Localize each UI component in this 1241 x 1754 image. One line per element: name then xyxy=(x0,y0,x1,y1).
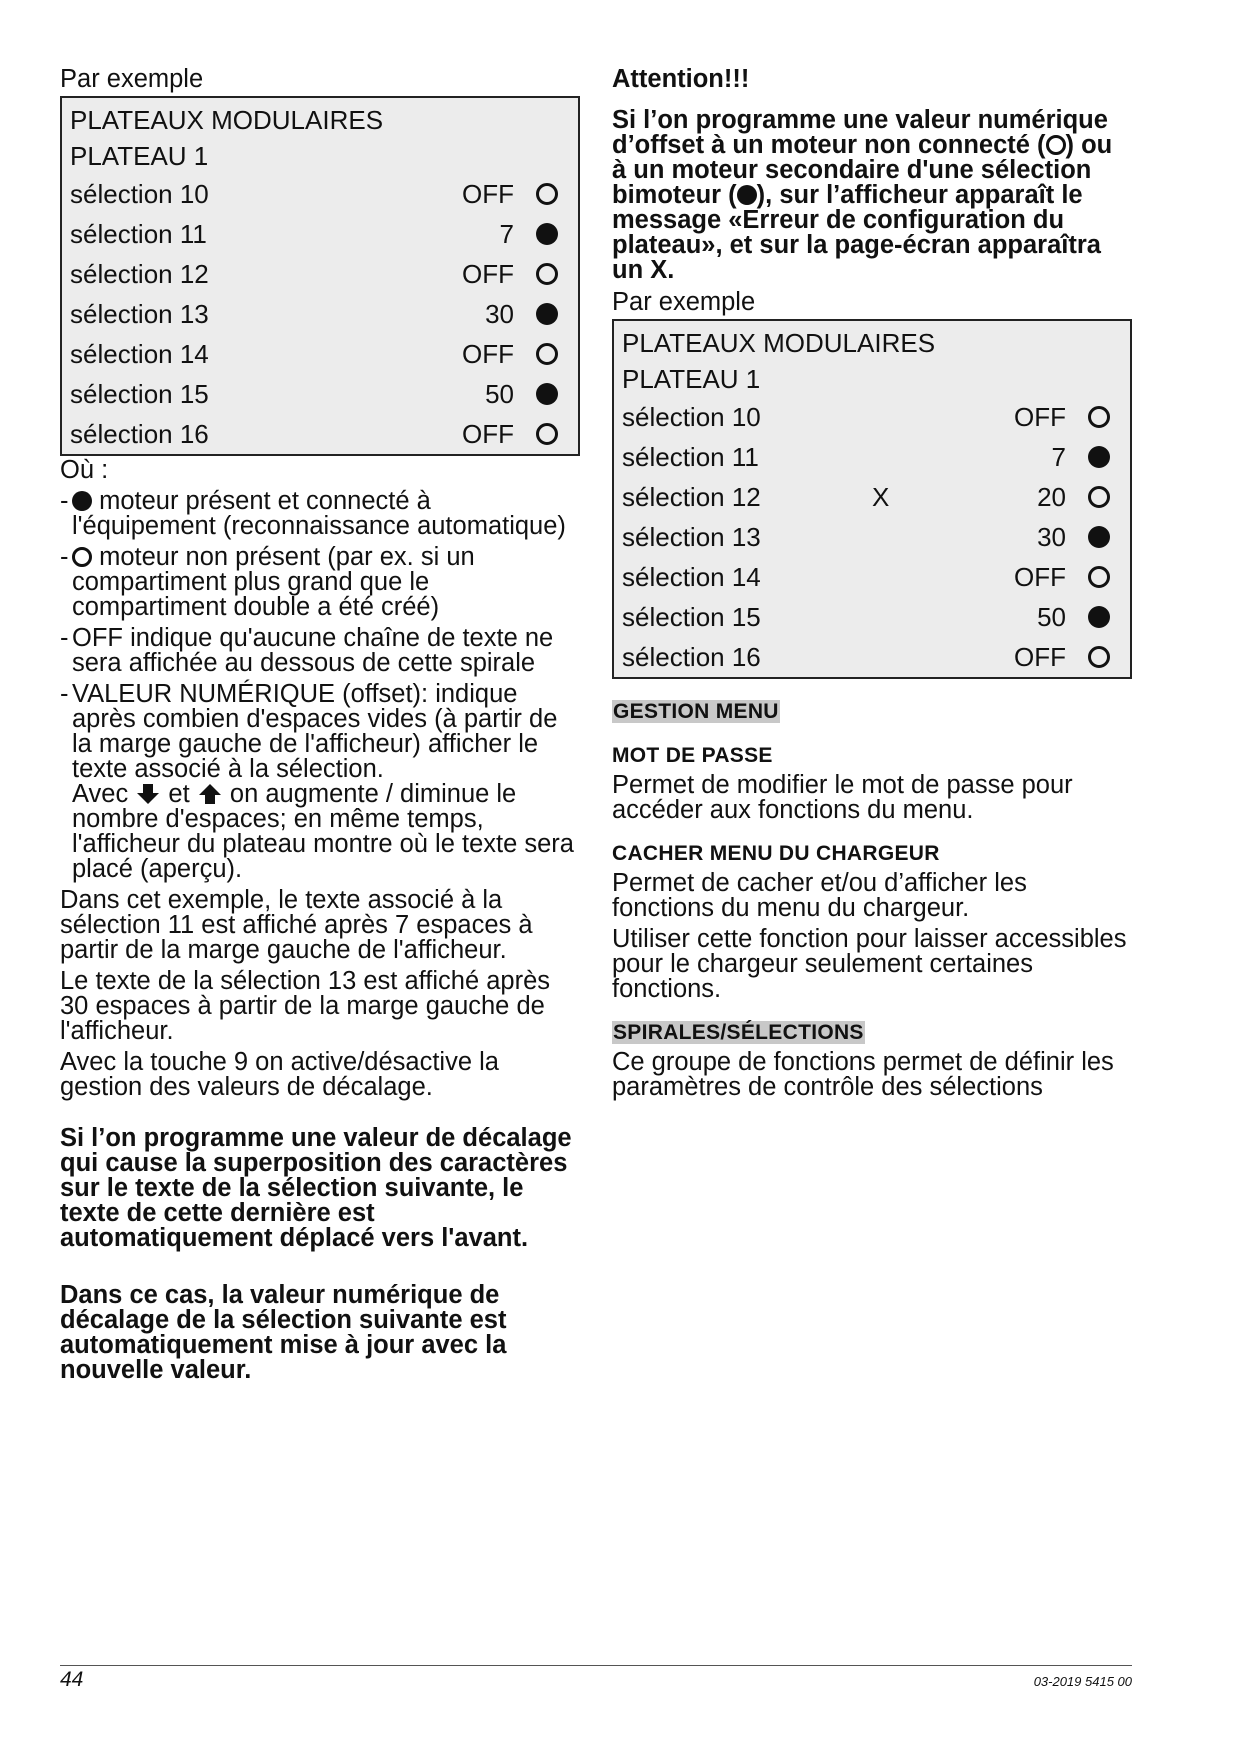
offset-value: 7 xyxy=(499,218,514,249)
legend-text: moteur non présent (par ex. si un compartiment plus grand que le compartiment double a été créé) xyxy=(72,543,475,621)
paragraph: Permet de modifier le mot de passe pour accéder aux fonctions du menu. xyxy=(612,771,1073,824)
display-title: PLATEAUX MODULAIRES xyxy=(622,328,936,358)
paragraph: Permet de cacher et/ou d’afficher les fonctions du menu du chargeur. xyxy=(612,869,1027,922)
section-heading: SPIRALES/SÉLECTIONS xyxy=(613,1021,864,1044)
display-row xyxy=(70,254,570,294)
selection-label: sélection 16 xyxy=(622,641,761,672)
display-row xyxy=(622,557,1122,597)
display-row xyxy=(70,294,570,334)
motor-absent-icon xyxy=(536,423,558,445)
legend-text: VALEUR NUMÉRIQUE (offset): indique après combien d'espaces vides (à partir de la marge gauche de l'afficheur) afficher le texte associé à la sélection. xyxy=(72,680,558,783)
motor-present-icon xyxy=(1088,446,1110,468)
warning-part: Si l’on programme une valeur numérique d’offset à un moteur non connecté ( xyxy=(612,106,1108,159)
selection-label: sélection 12 xyxy=(70,258,209,289)
right-column xyxy=(612,64,1132,1100)
legend-item-filled: - moteur présent et connecté à l'équipement (reconnaissance automatique) xyxy=(60,487,566,540)
motor-absent-icon xyxy=(1088,406,1110,428)
offset-value: 50 xyxy=(1037,601,1066,632)
offset-value: 50 xyxy=(485,378,514,409)
motor-present-icon xyxy=(536,223,558,245)
selection-label: sélection 15 xyxy=(70,378,209,409)
document-reference: 03-2019 5415 00 xyxy=(1033,1674,1132,1689)
section-heading: GESTION MENU xyxy=(613,700,779,723)
motor-present-icon xyxy=(737,185,757,205)
selection-label: sélection 15 xyxy=(622,601,761,632)
motor-absent-icon xyxy=(72,547,92,567)
legend-et: et xyxy=(168,780,190,808)
bold-note: Dans ce cas, la valeur numérique de décalage de la sélection suivante est automatiquement mise à jour avec la nouvelle valeur. xyxy=(60,1281,507,1384)
paragraph: Le texte de la sélection 13 est affiché après 30 espaces à partir de la marge gauche de l'afficheur. xyxy=(60,967,551,1045)
display-row xyxy=(622,637,1122,677)
motor-absent-icon xyxy=(536,183,558,205)
selection-label: sélection 10 xyxy=(622,401,761,432)
selection-label: sélection 14 xyxy=(622,561,761,592)
motor-absent-icon xyxy=(536,263,558,285)
error-mark: X xyxy=(872,481,890,512)
display-row xyxy=(622,477,1122,517)
example-caption: Par exemple xyxy=(60,65,204,93)
paragraph: Avec la touche 9 on active/désactive la gestion des valeurs de décalage. xyxy=(60,1048,499,1101)
example-caption: Par exemple xyxy=(612,288,756,316)
paragraph: Ce groupe de fonctions permet de définir les paramètres de contrôle des sélections xyxy=(612,1048,1114,1101)
legend-text: on augmente / diminue le nombre d'espaces; en même temps, l'afficheur du plateau montre où le texte sera placé (aperçu). xyxy=(72,780,574,883)
legend-intro: Où : xyxy=(60,456,109,484)
offset-value: OFF xyxy=(1014,401,1066,432)
motor-present-icon xyxy=(1088,606,1110,628)
offset-value: 7 xyxy=(1051,441,1066,472)
display-row xyxy=(70,374,570,414)
left-column xyxy=(60,64,580,1383)
legend-text: moteur présent et connecté à l'équipement (reconnaissance automatique) xyxy=(72,487,566,540)
offset-value: OFF xyxy=(462,338,514,369)
display-row xyxy=(70,334,570,374)
display-subtitle: PLATEAU 1 xyxy=(70,141,209,171)
motor-absent-icon xyxy=(1088,486,1110,508)
selection-label: sélection 10 xyxy=(70,178,209,209)
offset-value: OFF xyxy=(462,418,514,449)
display-row xyxy=(622,397,1122,437)
footer-divider xyxy=(60,1665,1132,1666)
display-row xyxy=(622,597,1122,637)
motor-absent-icon xyxy=(1046,135,1066,155)
selection-label: sélection 14 xyxy=(70,338,209,369)
warning-part: ) ou à un moteur secondaire d'une sélection bimoteur ( xyxy=(612,131,1113,209)
offset-value: 30 xyxy=(485,298,514,329)
motor-present-icon xyxy=(536,383,558,405)
offset-value: OFF xyxy=(1014,561,1066,592)
legend-item-value: - VALEUR NUMÉRIQUE (offset): indique après combien d'espaces vides (à partir de la marge gauche de l'afficheur) afficher le texte associé à la sélection. Avec et on augmente / diminue le nombre d'espaces; en même temps, l'afficheur du plateau montre où le texte sera placé (aperçu). xyxy=(60,680,574,883)
display-row xyxy=(70,414,570,454)
attention-heading: Attention!!! xyxy=(612,65,750,93)
selection-label: sélection 13 xyxy=(622,521,761,552)
selection-label: sélection 11 xyxy=(622,441,759,472)
motor-present-icon xyxy=(1088,526,1110,548)
arrow-down-icon xyxy=(135,782,161,806)
arrow-up-icon xyxy=(197,782,223,806)
display-row xyxy=(622,437,1122,477)
subsection-heading: CACHER MENU DU CHARGEUR xyxy=(612,842,940,865)
motor-absent-icon xyxy=(536,343,558,365)
offset-value: OFF xyxy=(462,178,514,209)
motor-absent-icon xyxy=(1088,566,1110,588)
display-example-error xyxy=(612,319,1132,679)
motor-present-icon xyxy=(72,491,92,511)
display-example xyxy=(60,96,580,456)
offset-value: 20 xyxy=(1037,481,1066,512)
motor-present-icon xyxy=(536,303,558,325)
offset-value: 30 xyxy=(1037,521,1066,552)
offset-value: OFF xyxy=(1014,641,1066,672)
display-row xyxy=(622,517,1122,557)
selection-label: sélection 12 xyxy=(622,481,761,512)
selection-label: sélection 16 xyxy=(70,418,209,449)
legend-text: OFF indique qu'aucune chaîne de texte ne sera affichée au dessous de cette spirale xyxy=(72,624,554,677)
legend-avec: Avec xyxy=(72,780,129,808)
warning-part: ), sur l’afficheur apparaît le message «Erreur de configuration du plateau», et sur la page-écran apparaîtra un X. xyxy=(612,181,1101,284)
warning-text xyxy=(612,108,1132,283)
paragraph: Dans cet exemple, le texte associé à la sélection 11 est affiché après 7 espaces à partir de la marge gauche de l'afficheur. xyxy=(60,886,533,964)
selection-label: sélection 11 xyxy=(70,218,207,249)
motor-absent-icon xyxy=(1088,646,1110,668)
legend-item-empty: - moteur non présent (par ex. si un compartiment plus grand que le compartiment double a été créé) xyxy=(60,543,475,621)
display-subtitle: PLATEAU 1 xyxy=(622,364,761,394)
legend-item-off: - OFF indique qu'aucune chaîne de texte ne sera affichée au dessous de cette spirale xyxy=(60,624,554,677)
selection-label: sélection 13 xyxy=(70,298,209,329)
display-row xyxy=(70,174,570,214)
bold-note: Si l’on programme une valeur de décalage qui cause la superposition des caractères sur le texte de la sélection suivante, le texte de cette dernière est automatiquement déplacé vers l'avant. xyxy=(60,1124,572,1252)
subsection-heading: MOT DE PASSE xyxy=(612,744,773,767)
display-row xyxy=(70,214,570,254)
paragraph: Utiliser cette fonction pour laisser accessibles pour le chargeur seulement certaines fonctions. xyxy=(612,925,1127,1003)
display-title: PLATEAUX MODULAIRES xyxy=(70,105,384,135)
offset-value: OFF xyxy=(462,258,514,289)
page-number: 44 xyxy=(60,1668,84,1691)
